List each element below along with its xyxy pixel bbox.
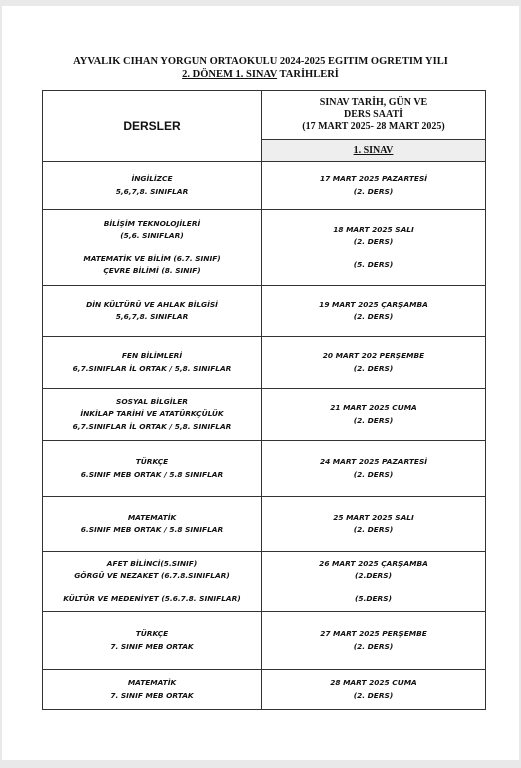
exam-date-line: (2.DERS) [355,571,392,581]
exam-date-line: (2. DERS) [353,312,394,321]
course-line: 7. SINIF MEB ORTAK [110,641,194,651]
title-line-2-rest: TARİHLERİ [277,69,339,80]
exam-date-cell [262,162,486,210]
exam-date-line: 19 MART 2025 ÇARŞAMBA [319,299,428,309]
title-line-2 [2,68,519,81]
exam-date-cell [262,497,486,552]
subheader-first-exam-label: 1. SINAV [353,145,394,156]
group-spacer [262,249,485,259]
exam-date-cell [262,670,486,710]
course-cell [43,612,262,670]
exam-date-line: 27 MART 2025 PERŞEMBE [320,629,427,638]
course-line: TÜRKÇE [135,457,169,466]
exam-date-line: (5.DERS) [355,593,392,603]
exam-date-cell [262,286,486,337]
exam-date-line: 24 MART 2025 PAZARTESİ [319,457,428,466]
exam-date-line: (5. DERS) [353,259,394,269]
table-row [43,389,486,441]
title-line-1: AYVALIK CIHAN YORGUN ORTAOKULU 2024-2025 EGITIM OGRETIM YILI [73,56,448,67]
course-cell [43,389,262,441]
course-line: MATEMATİK [127,512,177,522]
exam-date-line: (2. DERS) [353,469,394,479]
course-line: 6,7.SINIFLAR İL ORTAK / 5,8. SINIFLAR [72,363,232,373]
group-spacer [262,583,485,593]
exam-date-cell [262,337,486,389]
course-line: DİN KÜLTÜRÜ VE AHLAK BİLGİSİ [86,299,218,309]
exam-date-cell [262,612,486,670]
group-spacer [43,243,261,253]
exam-date-line: 18 MART 2025 SALI [333,224,414,234]
header-exam-date-line: SINAV TARİH, GÜN VE [319,97,428,108]
course-line: GÖRGÜ VE NEZAKET (6.7.8.SINIFLAR) [74,571,230,581]
exam-date-line: (2. DERS) [353,690,394,700]
table-row [43,497,486,552]
course-cell [43,337,262,389]
table-row [43,210,486,286]
header-exam-date-line: (17 MART 2025- 28 MART 2025) [302,121,445,132]
course-line: 6,7.SINIFLAR İL ORTAK / 5,8. SINIFLAR [72,421,232,431]
course-cell [43,552,262,612]
course-line: 7. SINIF MEB ORTAK [110,690,194,700]
group-spacer [43,583,261,593]
course-line: ÇEVRE BİLİMİ (8. SINIF) [103,266,201,275]
exam-date-line: (2. DERS) [353,237,394,247]
table-row [43,337,486,389]
course-line: İNKİLAP TARİHİ VE ATATÜRKÇÜLÜK [80,409,224,419]
course-line: MATEMATİK [127,678,177,687]
course-line: 6.SINIF MEB ORTAK / 5.8 SINIFLAR [80,525,224,534]
document-title [2,55,519,81]
course-cell [43,162,262,210]
subheader-first-exam [262,140,486,162]
header-exam-date [262,91,486,140]
course-line: AFET BİLİNCİ(5.SINIF) [106,558,198,568]
course-line: TÜRKÇE [135,629,169,638]
exam-schedule-table [42,90,486,710]
exam-date-line: (2. DERS) [353,641,394,651]
exam-date-line: 25 MART 2025 SALI [333,512,414,522]
exam-date-line: (2. DERS) [353,525,394,534]
table-row [43,670,486,710]
title-line-2-underlined: 2. DÖNEM 1. SINAV [182,69,278,80]
table-row [43,441,486,497]
exam-date-cell [262,389,486,441]
course-cell [43,670,262,710]
header-exam-date-line: DERS SAATİ [344,109,403,120]
course-line: KÜLTÜR VE MEDENİYET (5.6.7.8. SINIFLAR) [63,593,241,603]
course-line: 5,6,7,8. SINIFLAR [115,186,189,196]
exam-date-line: (2. DERS) [353,363,394,373]
course-line: 5,6,7,8. SINIFLAR [115,312,189,321]
course-cell [43,210,262,286]
exam-date-line: (2. DERS) [353,186,394,196]
exam-date-line: 26 MART 2025 ÇARŞAMBA [319,558,428,568]
exam-date-line: 20 MART 202 PERŞEMBE [322,351,425,360]
exam-date-cell [262,210,486,286]
document-page [2,6,519,760]
table-row [43,612,486,670]
table-row [43,552,486,612]
course-cell [43,286,262,337]
exam-date-line: (2. DERS) [353,415,394,425]
course-cell [43,497,262,552]
table-row [43,162,486,210]
course-line: 6.SINIF MEB ORTAK / 5.8 SINIFLAR [80,469,224,479]
table-header-row [43,91,486,140]
course-line: BİLİŞİM TEKNOLOJİLERİ [103,218,201,228]
exam-date-line: 28 MART 2025 CUMA [330,678,417,687]
course-line: İNGİLİZCE [131,174,173,183]
header-courses: DERSLER [43,91,262,162]
course-cell [43,441,262,497]
course-line: FEN BİLİMLERİ [121,351,183,360]
table-row [43,286,486,337]
exam-date-line: 21 MART 2025 CUMA [330,403,417,412]
exam-date-cell [262,441,486,497]
course-line: (5,6. SINIFLAR) [120,231,184,240]
exam-date-line: 17 MART 2025 PAZARTESİ [319,174,428,183]
exam-date-cell [262,552,486,612]
course-line: MATEMATİK VE BİLİM (6.7. SINIF) [83,253,221,263]
course-line: SOSYAL BİLGİLER [116,396,188,406]
